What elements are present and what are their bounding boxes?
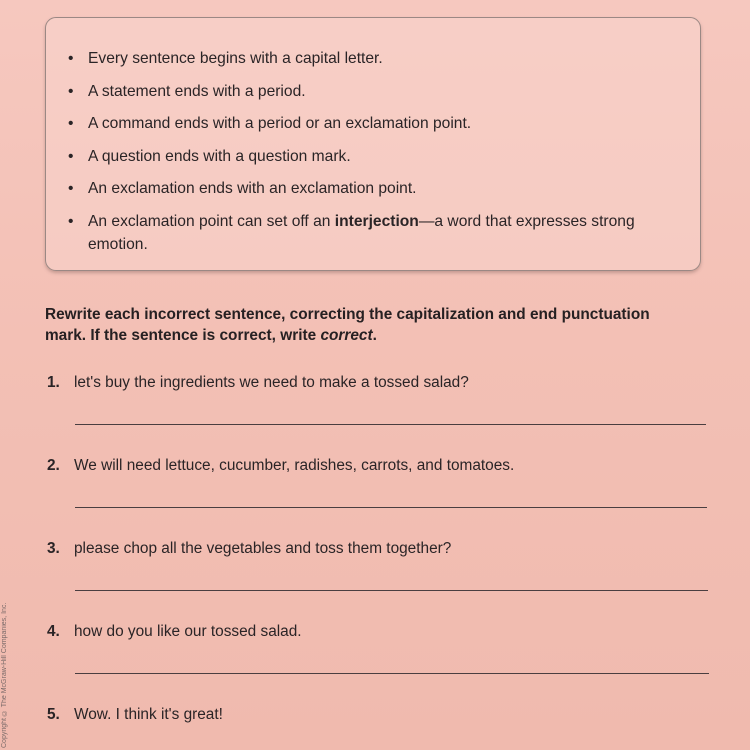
- instructions-italic: correct: [320, 327, 373, 344]
- item-sentence: let's buy the ingredients we need to make a tossed salad?: [74, 374, 469, 391]
- instructions-end: .: [372, 327, 377, 344]
- rules-list: [68, 47, 688, 265]
- rule-text-end: —a word that expresses strong emotion.: [88, 212, 635, 253]
- rule-text: An exclamation point can set off an: [88, 212, 335, 230]
- rule-item: [68, 80, 688, 103]
- answer-line[interactable]: [75, 507, 707, 508]
- item-sentence: Wow. I think it's great!: [74, 706, 223, 723]
- rules-box: [45, 17, 701, 271]
- item-number: 4.: [47, 623, 60, 640]
- item-sentence: how do you like our tossed salad.: [74, 623, 302, 640]
- item-number: 2.: [47, 457, 60, 474]
- item-number: 1.: [47, 374, 60, 391]
- copyright-note: Copyright © The McGraw-Hill Companies, Inc.: [1, 602, 8, 748]
- answer-line[interactable]: [75, 424, 706, 425]
- item-sentence: please chop all the vegetables and toss them together?: [74, 540, 452, 557]
- rule-text: A question ends with a question mark.: [88, 147, 351, 165]
- rule-item: [68, 210, 688, 256]
- rule-text: Every sentence begins with a capital letter.: [88, 50, 383, 67]
- rule-text: A command ends with a period or an exclamation point.: [88, 115, 472, 132]
- rule-keyword: interjection: [334, 212, 419, 230]
- item-number: 3.: [47, 540, 60, 557]
- bullet-icon: •: [68, 212, 74, 230]
- bullet-icon: •: [68, 50, 74, 67]
- bullet-icon: •: [68, 115, 74, 132]
- rule-text: A statement ends with a period.: [88, 82, 306, 100]
- rule-item: [68, 47, 688, 70]
- rule-text: An exclamation ends with an exclamation point.: [88, 180, 417, 197]
- rule-item: [68, 112, 688, 135]
- instructions-text: Rewrite each incorrect sentence, correcting the capitalization and end punctuation mark. If the sentence is correct, write: [45, 306, 650, 344]
- rule-item: [68, 177, 688, 200]
- bullet-icon: •: [68, 82, 74, 100]
- bullet-icon: •: [68, 180, 74, 197]
- bullet-icon: •: [68, 147, 74, 165]
- item-number: 5.: [47, 706, 60, 723]
- instructions: [45, 304, 665, 346]
- rule-item: [68, 145, 688, 168]
- answer-line[interactable]: [75, 590, 708, 591]
- item-sentence: We will need lettuce, cucumber, radishes, carrots, and tomatoes.: [74, 457, 515, 474]
- answer-line[interactable]: [75, 673, 709, 674]
